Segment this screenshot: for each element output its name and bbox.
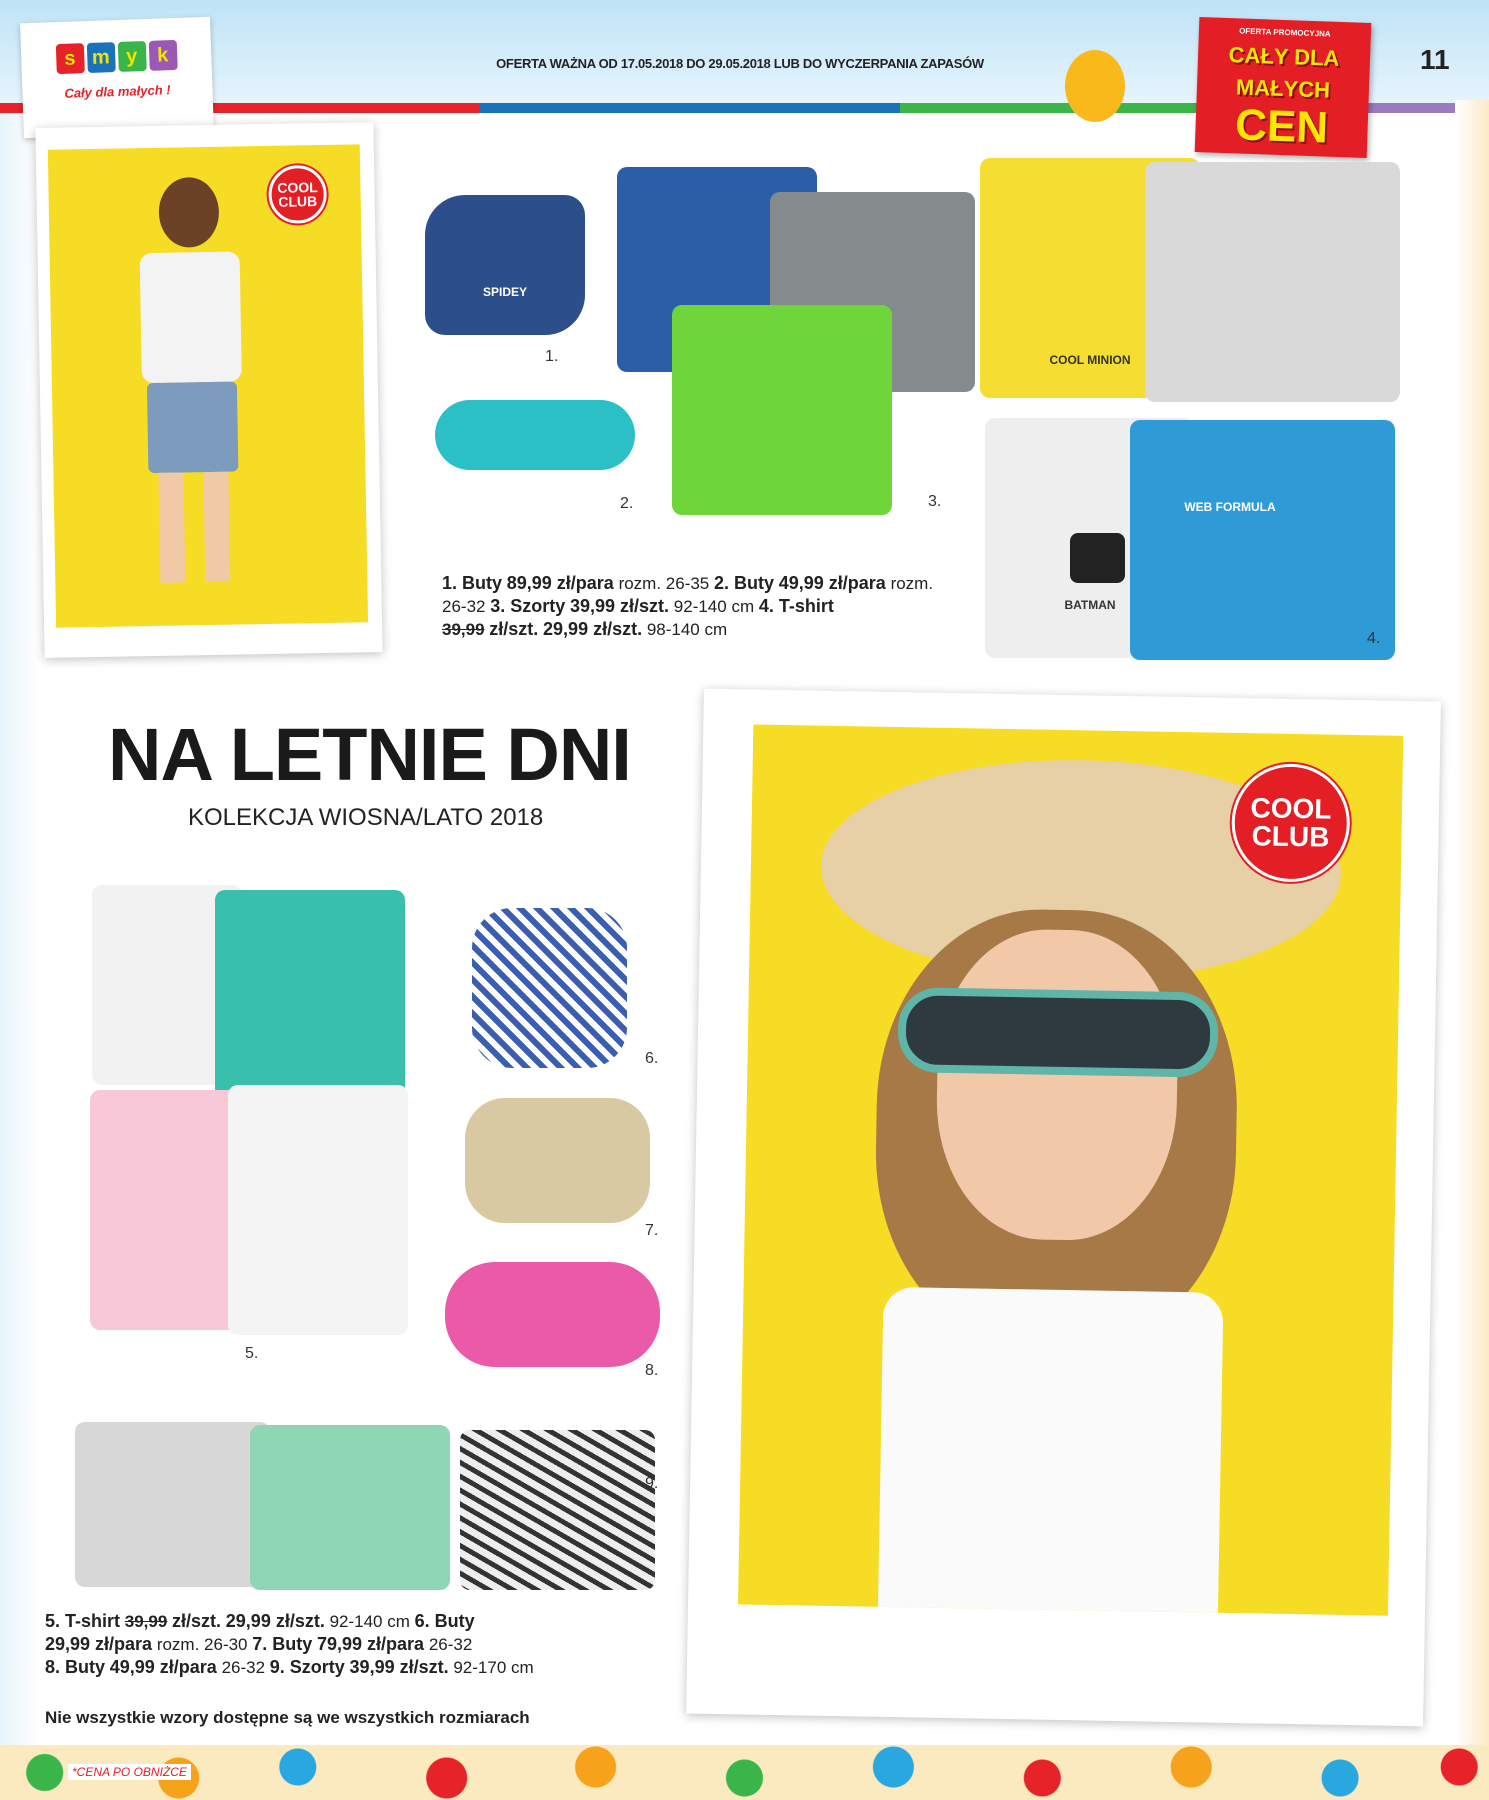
price-text: 98-140 cm [646,620,728,639]
price-text: 92-140 cm [329,1612,410,1631]
price-text: 2. Buty [714,573,775,593]
price-text: COOL [277,179,318,196]
price-text: rozm. 26-35 [618,574,710,593]
product-tshirt-minion[interactable]: COOL MINION [980,158,1200,398]
product-label-4: 4. [1367,630,1381,647]
price-text: 92-170 cm [453,1658,534,1677]
price-text: 26-32 [221,1658,266,1677]
price-text: 89,99 zł/para [506,573,614,593]
promo-small-text: OFERTA PROMOCYJNA [1239,26,1331,39]
product-label-2: 2. [620,495,634,512]
section-subtitle: KOLEKCJA WIOSNA/LATO 2018 [188,804,544,831]
price-text: 9. Szorty [269,1657,345,1677]
price-text: 39,99 zł/szt. [349,1657,449,1677]
header-stripe-blue [480,103,900,113]
product-shorts-palm[interactable] [460,1430,655,1590]
price-text: 4. T-shirt [758,596,834,616]
price-text: 29,99 zł/szt. [543,619,643,639]
logo-letter: s [55,43,84,74]
price-list-bottom [45,1610,605,1679]
product-label-9: 9. [645,1475,659,1492]
product-label-8: 8. [645,1362,659,1379]
price-text: zł/szt. [489,619,539,639]
logo-letter: k [148,40,177,71]
decor-left [0,110,40,1750]
price-text: 39,99 [124,1612,168,1631]
price-text: rozm. 26-30 [156,1635,248,1654]
product-flipflops[interactable] [472,908,627,1068]
product-label-6: 6. [645,1050,659,1067]
price-text: 79,99 zł/para [317,1634,425,1654]
price-text: 39,99 [442,620,485,639]
decor-right [1455,100,1489,1750]
price-text: 5. T-shirt [45,1611,121,1631]
smyk-logo[interactable] [20,17,214,139]
product-sandals-gold[interactable] [465,1098,650,1223]
section-title: NA LETNIE DNI [108,713,631,796]
price-text: 3. Szorty [490,596,566,616]
product-tshirt-batman[interactable]: BATMAN [985,418,1195,658]
price-text: 29,99 zł/para [45,1634,153,1654]
product-shorts-green[interactable] [672,305,892,515]
product-slides-pink[interactable] [445,1262,660,1367]
balls-footer-decor [0,1745,1489,1800]
product-label-5: 5. [245,1345,259,1362]
product-tshirt-minnie[interactable] [215,890,405,1100]
promo-badge [1195,17,1372,158]
price-text: 1. Buty [442,573,503,593]
price-text: 29,99 zł/szt. [225,1611,325,1631]
product-slides-paw[interactable] [435,400,635,470]
product-tshirt-paw[interactable] [228,1085,408,1335]
logo-slogan: Cały dla małych ! [64,82,171,101]
price-text: zł/szt. [172,1611,222,1631]
price-reduction-note: *CENA PO OBNIŻCE [68,1764,191,1780]
product-shorts-grey[interactable] [75,1422,270,1587]
price-text: 92-140 cm [673,597,755,616]
product-label-1: 1. [545,348,559,365]
product-tshirt-spiderman[interactable]: WEB FORMULA [1130,420,1395,660]
photo-frame-girl [686,689,1441,1727]
price-text: 39,99 zł/szt. [569,596,670,616]
price-text: CLUB [278,193,318,210]
photo-frame-boy [35,122,382,658]
price-list-top [442,572,942,641]
price-text: 6. Buty [414,1611,475,1631]
price-text: COOL [1250,792,1332,825]
price-text: 8. Buty [45,1657,106,1677]
price-text: 7. Buty [252,1634,313,1654]
header-stripe-green [900,103,1215,113]
product-shorts-tropical[interactable] [250,1425,450,1590]
price-text: CLUB [1251,820,1330,853]
logo-letter: y [117,41,146,72]
availability-note: Nie wszystkie wzory dostępne są we wszystkich rozmiarach [45,1708,530,1727]
page-number: 11 [1420,44,1450,75]
promo-line2: CEN [1234,100,1329,153]
price-text: rozm. 26-32 [442,574,934,616]
promo-line1: CAŁY DLA MAŁYCH [1228,42,1340,103]
logo-letter: m [86,42,115,73]
price-text: 49,99 zł/para [109,1657,217,1677]
photo-boy [48,144,368,627]
product-tshirt-pink[interactable] [90,1090,250,1330]
product-label-3: 3. [928,493,942,510]
offer-validity: OFERTA WAŻNA OD 17.05.2018 DO 29.05.2018 LUB DO WYCZERPANIA ZAPASÓW [496,56,984,71]
product-tshirt-grey-avengers[interactable] [1145,162,1400,402]
price-text: 26-32 [428,1635,473,1654]
product-sandals-spiderman[interactable]: SPIDEY [425,195,585,335]
balloon-icon [1065,50,1125,122]
price-text: 49,99 zł/para [778,573,886,593]
product-label-7: 7. [645,1222,659,1239]
